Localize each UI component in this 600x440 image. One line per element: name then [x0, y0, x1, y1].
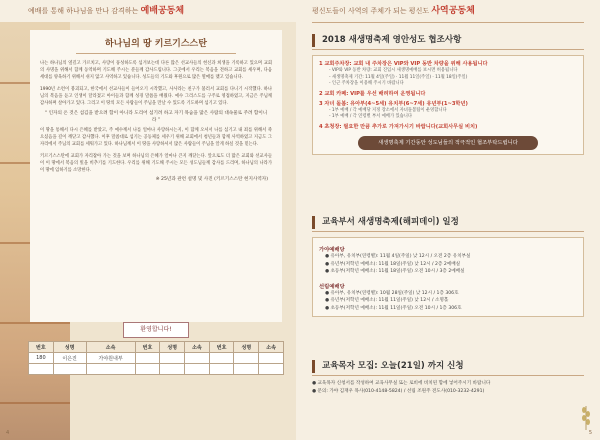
- table-row: [29, 353, 284, 364]
- right-header-title: 사역공동체: [431, 6, 475, 16]
- cooperation-item-childcare: 3 자녀 돌봄: 유아부(4~5세) 유치부(6~7세) 유년부(1~3학년): [319, 100, 468, 107]
- cell: 이은진: [53, 353, 86, 364]
- section-rule: [312, 231, 584, 232]
- festival-cooperation-section: [312, 34, 584, 155]
- right-page-number: 5: [588, 430, 592, 436]
- col-group: 소속: [86, 342, 135, 353]
- schedule-line: ● 초등부(저학년 예배소): 11월 11일(주일) 오전 10시 / 1층 306호: [325, 305, 462, 311]
- article-card: [30, 30, 282, 322]
- welcome-section: [28, 322, 284, 375]
- cooperation-subitem: - 1부 예배 / 각 예배당 지정 장소에서 자녀돌봄팀이 운영합니다: [329, 107, 447, 113]
- cell: [29, 364, 54, 375]
- col-number: 번호: [135, 342, 160, 353]
- schedule-group-title: 가야예배당: [319, 247, 345, 253]
- table-row: [29, 364, 284, 375]
- article-paragraph-1: 나는 하나님의 옆길고 가르치고, 사랑이 풍성하도록 섬겨보는데 다른 많은 선교사들의 헌신과 희생을 기록하고 있으며 교회의 사명을 위해서 함께 동역하며 기도해 주시는 분들께 감사드립니다. 그곳에서 우리는 복음을 전하고 교회를 세우며, 다음 세대를 양육하기 위해서 쉬지 않고 사역하고 있습니다. 성도들의 기도와 후원으로 많은 열매를 맺고 있습니다.: [40, 61, 272, 80]
- article-paragraph-2: 1990년 소련이 붕괴되고, 한국에서 선교사들이 들어오기 시작했고, 사사라는 친구가 불러서 교회를 다니기 시작했다. 하나님의 복음을 듣고 인생이 달라졌고 아이들과 함께 성경 말씀을 배웠다. 예수 그리스도를 구주로 영접하였고, 지금은 주님께 감사하며 살아가고 있다. 그리고 이 땅의 모든 사람들이 주님을 만날 수 있도록 기도하며 섬기고 있다.: [40, 87, 272, 106]
- cell: [86, 364, 135, 375]
- cell: 180: [29, 353, 54, 364]
- schedule-box: [312, 237, 584, 317]
- left-page-header: [28, 0, 184, 22]
- schedule-line: ● 초등부(저학년 예배소): 11월 18일(주일) 오전 10시 / 3층 2예배실: [325, 269, 465, 274]
- right-header-rule: [312, 22, 584, 23]
- article-caption: ※ 25년과 관련 설명 및 사진 (키르기스스탄 현지사역자): [155, 177, 268, 182]
- cell: [259, 353, 284, 364]
- section-title: 교육부서 새생명축제(해피데이) 일정: [312, 216, 584, 229]
- col-number: 번호: [209, 342, 234, 353]
- section-title: 2018 새생명축제 영안성도 협조사항: [312, 34, 584, 47]
- bridge-rail: [0, 402, 70, 404]
- col-name: 성명: [53, 342, 86, 353]
- cooperation-item-cafe: 2 교회 카페: VIP를 우선 배려하여 운영됩니다: [319, 90, 426, 97]
- welcome-table: [28, 341, 284, 375]
- article-title-rule: [76, 53, 236, 54]
- cell: [53, 364, 86, 375]
- cooperation-subitem: - 새생명축제 기간: 11월 4일(주일) · 11월 11일(주일) · 11월 18일(주일): [329, 74, 468, 80]
- cooperation-subitem: - 1부 예배 / 각 연령별 부서 예배가 있습니다: [329, 114, 413, 119]
- col-name: 성명: [160, 342, 185, 353]
- cell: [209, 364, 234, 375]
- cooperation-box: [312, 55, 584, 155]
- schedule-line: ● 유년부(저학년 예배소): 11월 11일(주일) 낮 12시 / 소명홀: [325, 298, 449, 303]
- col-group: 소속: [185, 342, 210, 353]
- cooperation-item-parking: 1 교회주차장: 교회 내 주차장은 VIP와 VIP 동반 차량을 위해 사용됩니다: [319, 61, 488, 67]
- cooperation-banner: 새생명축제 기간동안 성도님들의 적극적인 협조부탁드립니다: [358, 136, 538, 150]
- welcome-title: 환영합니다!: [123, 322, 189, 338]
- cell: 가야원내부: [86, 353, 135, 364]
- leaf-sprig-icon: [580, 402, 592, 430]
- shepherd-note: ● 문의: 가야 김재우 목사(010-4148-5824) / 선림 조원주 전도사(010-3232-4291): [312, 388, 485, 394]
- schedule-line: ● 유년부(저학년 예배소): 11월 18일(주일) 낮 12시 / 2층 2예배실: [325, 261, 461, 267]
- col-group: 소속: [259, 342, 284, 353]
- shepherd-notes: [312, 380, 584, 395]
- cell: [160, 364, 185, 375]
- cell: [135, 353, 160, 364]
- left-header-text: 예배를 통해 하나님을 만나 감격하는: [28, 7, 139, 15]
- col-name: 성명: [234, 342, 259, 353]
- article-quote: “ 인자의 온 것은 섬김을 받으려 함이 아니라 도리어 섬기려 하고 자기 목숨을 많은 사람의 대속물로 주려 함이니라 ”: [44, 111, 268, 123]
- cell: [160, 353, 185, 364]
- welcome-table-header: [29, 342, 284, 353]
- cooperation-subitem: - 인근 주차장을 이용해 주시기 바랍니다: [329, 81, 404, 86]
- col-number: 번호: [29, 342, 54, 353]
- right-page-header: [312, 0, 475, 22]
- schedule-group-title: 선림예배당: [319, 283, 345, 290]
- education-schedule-section: [312, 216, 584, 317]
- left-page-number: 4: [6, 430, 10, 436]
- schedule-line: ● 유아부, 유치부(연령별): 11월 4일(주일) 낮 12시 / 오전 2층 유치부실: [325, 254, 471, 259]
- article-paragraph-3: 이 땅을 통해서 다시 은혜를 받았고, 주 예수께서 나를 얼마나 사랑하시는지, 이 함께 오셔서 나를 섬기고 내 죄를 위해서 죽으셨음을 깊이 깨닫고 감사했다. 이후 말씀대로 섬기는 공동체를 세우기 위해 교회에서 청년들과 함께 사역하였고 지금도 그 자리에서 주님의 교회를 세워가고 있다. 하나님께서 이 땅을 사랑하셔서 많은 사람들이 주님을 알게 하실 것을 믿는다.: [40, 128, 272, 147]
- left-page: [0, 22, 296, 440]
- article-paragraph-4: 키르기스스탄에 교회가 자리잡아 가는 것을 보며 하나님의 은혜가 얼마나 큰지 깨닫는다. 앞으로도 더 많은 교회와 선교사들이 이 땅에서 복음의 빛을 비추기를 기도한다. 우리를 위해 기도해 주시는 모든 성도님들께 감사를 드리며, 하나님의 나라가 이 땅에 임하기를 소망한다.: [40, 154, 272, 173]
- cell: [185, 353, 210, 364]
- left-header-title: 예배공동체: [140, 6, 185, 16]
- schedule-line: ● 유아부, 유치부(연령별): 10월 28일(주일) 낮 12시 / 1층 306호: [325, 290, 459, 296]
- shepherd-note: ● 교육목자 신청서를 작성하여 교육사무실 또는 로비에 비치된 함에 넣어주시기 바랍니다: [312, 381, 491, 386]
- section-title: 교육목자 모집: 오늘(21일) 까지 신청: [312, 360, 584, 373]
- cell: [234, 364, 259, 375]
- article-title: 하나님의 땅 키르기스스탄: [105, 39, 207, 49]
- education-shepherd-section: [312, 360, 584, 395]
- section-rule: [312, 375, 584, 376]
- section-rule: [312, 49, 584, 50]
- cooperation-item-invitation: 4 초청장: 필요한 만큼 추가로 가져가시기 바랍니다(교회사무실 비치): [319, 123, 478, 130]
- cell: [234, 353, 259, 364]
- cell: [209, 353, 234, 364]
- right-header-text: 평신도들이 사역의 주체가 되는 평신도: [312, 7, 430, 15]
- cooperation-subitem: - VIP와 VIP 동반 차량: 교회 진입시 새생명예배를 보시면 허용됩니다: [329, 68, 458, 73]
- cell: [259, 364, 284, 375]
- cell: [185, 364, 210, 375]
- cell: [135, 364, 160, 375]
